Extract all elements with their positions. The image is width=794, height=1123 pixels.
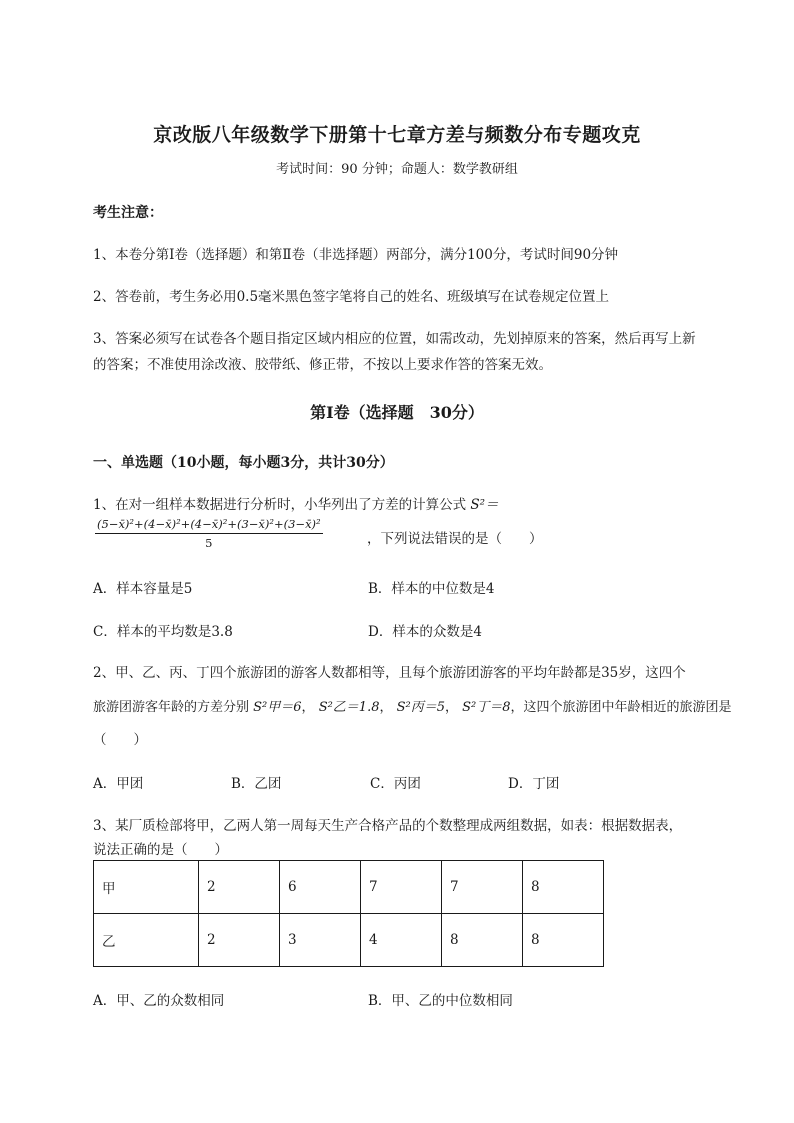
table-cell: 7: [361, 861, 442, 914]
q1-stem: [93, 493, 499, 513]
q3-data-table: [93, 860, 604, 967]
notice-heading: 考生注意：: [93, 205, 163, 221]
q2-line-2: 旅游团游客年龄的方差分别 S²甲＝6， S²乙＝1.8， S²丙＝5， S²丁＝8，这四个旅游团中年龄相近的旅游团是: [93, 700, 732, 715]
q3-line-1: 3、某厂质检部将甲，乙两人第一周每天生产合格产品的个数整理成两组数据，如表：根据数据表，: [93, 818, 683, 834]
q2-variance-bing: S²丙＝5: [396, 700, 446, 715]
table-cell: 8: [523, 914, 604, 967]
q2-line-2-end: ，这四个旅游团中年龄相近的旅游团是: [510, 700, 732, 715]
notice-item-3-cont: 的答案；不准使用涂改液、胶带纸、修正带，不按以上要求作答的答案无效。: [93, 357, 552, 373]
q1-option-c[interactable]: C．样本的平均数是3.8: [93, 624, 233, 640]
q1-option-d[interactable]: D．样本的众数是4: [368, 624, 482, 640]
q2-line-2-start: 旅游团游客年龄的方差分别: [93, 700, 250, 715]
q2-variance-ding: S²丁＝8: [462, 700, 511, 715]
q3-option-b[interactable]: B．甲、乙的中位数相同: [368, 993, 513, 1009]
table-cell: 4: [361, 914, 442, 967]
section-title: 第Ⅰ卷（选择题 30分）: [310, 403, 484, 422]
q2-line-1: 2、甲、乙、丙、丁四个旅游团的游客人数都相等，且每个旅游团游客的平均年龄都是35岁，这四个: [93, 665, 686, 681]
table-row-jia: [94, 861, 604, 914]
q1-formula-denominator: 5: [205, 536, 213, 550]
table-cell: 8: [442, 914, 523, 967]
table-cell: 8: [523, 861, 604, 914]
q2-line-3: （ ）: [93, 732, 147, 748]
table-cell: 甲: [94, 861, 199, 914]
notice-item-1: 1、本卷分第Ⅰ卷（选择题）和第Ⅱ卷（非选择题）两部分，满分100分，考试时间90分钟: [93, 247, 619, 263]
q2-option-b[interactable]: B．乙团: [231, 776, 282, 792]
q1-option-b[interactable]: B．样本的中位数是4: [368, 581, 495, 597]
page-subtitle: 考试时间：90 分钟；命题人：数学教研组: [276, 162, 518, 177]
q2-option-c[interactable]: C．丙团: [370, 776, 421, 792]
q3-option-a[interactable]: A．甲、乙的众数相同: [93, 993, 225, 1009]
q3-line-2: 说法正确的是（ ）: [93, 842, 228, 858]
q1-option-a[interactable]: A．样本容量是5: [93, 581, 193, 597]
q2-variance-jia: S²甲＝6: [253, 700, 302, 715]
table-cell: 7: [442, 861, 523, 914]
q2-option-d[interactable]: D．丁团: [508, 776, 560, 792]
table-cell: 乙: [94, 914, 199, 967]
page-title: 京改版八年级数学下册第十七章方差与频数分布专题攻克: [153, 124, 641, 146]
table-row-yi: [94, 914, 604, 967]
table-cell: 2: [199, 861, 280, 914]
q1-stem-tail: ，下列说法错误的是（ ）: [367, 531, 543, 547]
q2-variance-yi: S²乙＝1.8: [318, 700, 380, 715]
q1-formula-numerator: (5−x̄)²+(4−x̄)²+(4−x̄)²+(3−x̄)²+(3−x̄)²: [95, 517, 323, 534]
table-cell: 6: [280, 861, 361, 914]
q2-option-a[interactable]: A．甲团: [93, 776, 144, 792]
table-cell: 3: [280, 914, 361, 967]
q1-formula-lhs: S²＝: [470, 497, 499, 513]
notice-item-2: 2、答卷前，考生务必用0.5毫米黑色签字笔将自己的姓名、班级填写在试卷规定位置上: [93, 289, 610, 305]
part-heading: 一、单选题（10小题，每小题3分，共计30分）: [93, 455, 394, 471]
q1-formula-fraction: [95, 517, 323, 550]
table-cell: 2: [199, 914, 280, 967]
q1-stem-text: 1、在对一组样本数据进行分析时，小华列出了方差的计算公式: [93, 497, 467, 513]
notice-item-3: 3、答案必须写在试卷各个题目指定区域内相应的位置，如需改动，先划掉原来的答案，然后再写上新: [93, 331, 696, 347]
